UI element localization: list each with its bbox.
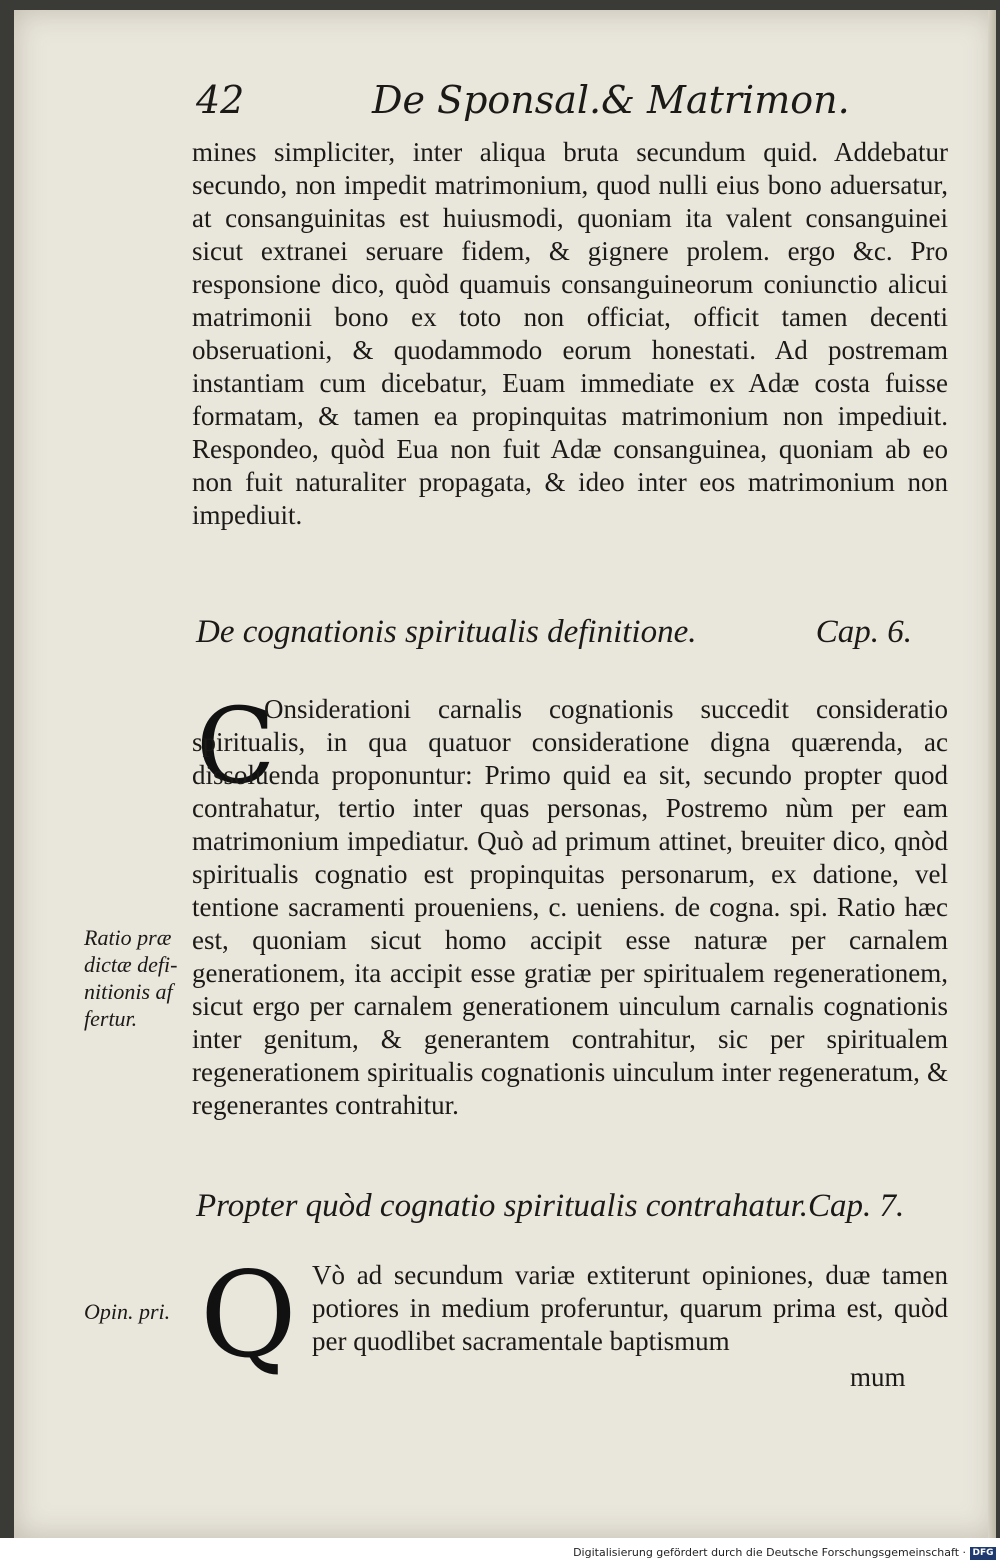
footer-credit: Digitalisierung gefördert durch die Deutsche Forschungsgemeinschaft · bbox=[573, 1546, 966, 1559]
chapter-7-text: Vò ad secundum variæ extiterunt opiniones, duæ tamen potiores in medium proferuntur, quarum prima est, quòd per quodlibet sacramentale baptismum bbox=[312, 1260, 948, 1356]
chapter-6-heading bbox=[196, 614, 936, 651]
catchword: mum bbox=[850, 1362, 906, 1392]
dfg-logo: DFG bbox=[970, 1547, 996, 1560]
paragraph-continued: mines simpliciter, inter aliqua bruta secundum quid. Addebatur secundo, non impedit matrimonium, quod nulli eius bono aduersatur, at consanguinitas est huiusmodi, quoniam ita valent consanguinei sicut extranei seruare fidem, & gignere prolem. ergo &c. Pro responsione dico, quòd quamuis consanguineorum coniunctio alicui matrimonii bono ex toto non officiat, officit tamen decenti obseruationi, & quodammodo eorum honestati. Ad postremam instantiam cum dicebatur, Euam immediate ex Adæ costa fuisse formatam, & tamen ea propinquitas matrimonium non impediuit. Respondeo, quòd Eua non fuit Adæ consanguinea, quoniam ab eo non fuit naturaliter propagata, & ideo inter eos matrimonium non impediuit. bbox=[192, 137, 948, 530]
page-edge bbox=[988, 10, 996, 1538]
drop-cap-q: Q bbox=[200, 1246, 297, 1384]
page-number: 42 bbox=[196, 78, 245, 122]
margin-note-line: fertur. bbox=[84, 1006, 138, 1031]
margin-note-line: Ratio præ bbox=[84, 925, 172, 950]
drop-cap-c: C bbox=[196, 685, 276, 807]
running-title: De Sponsal.& Matrimon. bbox=[372, 78, 850, 122]
margin-note-line: nitionis af bbox=[84, 979, 173, 1004]
margin-note-line: dictæ defi- bbox=[84, 952, 178, 977]
chapter-6-title: De cognationis spiritualis definitione. bbox=[196, 614, 697, 650]
chapter-6-number: Cap. 6. bbox=[815, 614, 912, 650]
margin-note-opinion: Opin. pri. bbox=[84, 1299, 171, 1324]
chapter-6-text: Onsiderationi carnalis cognationis succedit consideratio spiritualis, in qua quatuor consideratione digna quærenda, ac dissoluenda proponuntur: Primo quid ea sit, secundo propter quod contrahatur, tertio inter quas personas, Postremo nùm per eam matrimonium impediatur. Quò ad primum attinet, breuiter dico, qnòd spiritualis cognatio est propinquitas personarum, ex datione, vel tentione sacramenti proueniens, c. ueniens. de cogna. spi. Ratio hæc est, quoniam sicut homo accipit esse naturæ per carnalem generationem, ita accipit esse gratiæ per spiritualem regenerationem, sicut ergo per carnalem generationem uinculum carnalis cognationis inter genitum, & generantem contrahitur, sic per spiritualem regenerationem spiritualis cognationis uinculum inter regeneratum, & regenerantes contrahitur. bbox=[192, 694, 948, 1120]
chapter-7-heading: Propter quòd cognatio spiritualis contrahatur.Cap. 7. bbox=[196, 1188, 905, 1224]
margin-note-ratio bbox=[84, 924, 177, 1032]
